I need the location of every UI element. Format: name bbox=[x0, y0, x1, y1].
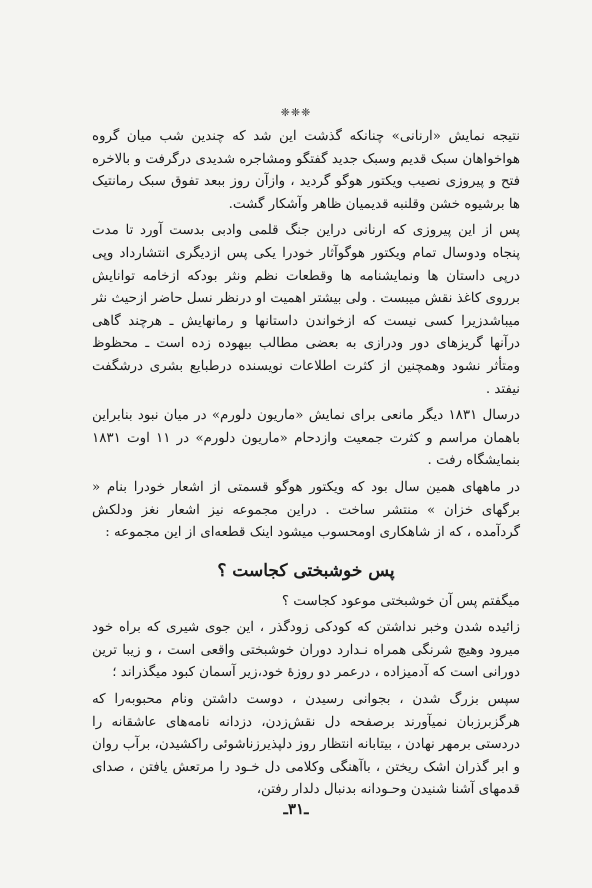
paragraph: میگفتم پس آن خوشبختی موعود کجاست ؟ bbox=[281, 593, 520, 609]
ornament-divider: ❈❈❈ bbox=[280, 106, 312, 119]
paragraph: درسال ۱۸۳۱ دیگر مانعی برای نمایش «ماریون دلورم» در میان نبود بنابراین باهمان مراسم و کثرت جمعیت وازدحام «ماریون دلورم» در ۱۱ اوت ۱۸۳۱ بنمایشگاه رفت . bbox=[92, 408, 520, 469]
paragraph: زائیده شدن وخبر نداشتن که کودکی زودگذر ، این جوی شیری که براه خود میرود وهیچ شرنگی همراه نـدارد دوران خوشبختی واقعی است ، و زیبا ترین دورانی است که آدمیزاده ، درعمر دو روزهٔ خود،زیر آسمان کبود میگذراند ؛ bbox=[92, 620, 520, 681]
paragraph: نتیجه نمایش «ارنانی» چنانکه گذشت این شد که چندین شب میان گروه هواخواهان سبک قدیم وسبک جدید گفتگو ومشاجره شدیدی درگرفت و بالاخره فتح و پیروزی نصیب ویکتور هوگو گردید ، وازآن روز ببعد تفوق سبک رمانتیک ها برشیوه خشن وقلنبه قدیمیان ظاهر وآشکار گشت. bbox=[92, 129, 520, 212]
paragraph: پس از این پیروزی که ارنانی دراین جنگ قلمی وادبی بدست آورد تا مدت پنجاه ودوسال تمام ویکتور هوگوآثار خودرا یکی پس ازدیگری انتشارداد وپی درپی داستان ها ونمایشنامه ها وقطعات نظم ونثر بودکه ازخامه توانایش برروی کاغذ نقش میبست . ولی بیشتر اهمیت او درنظر نسل حاضر ازحیث نثر میباشدزیرا کسی نیست که ازخواندن داستانها و رمانهایش ـ هرچند گاهی درآنها گریزهای دور ودرازی به بعضی مطالب بیهوده زده است ـ محظوظ ومتأثر نشود وهمچنین از کثرت اطلاعات نویسنده درطبایع بشری درشگفت نیفتد . bbox=[92, 223, 520, 397]
paragraph: در ماههای همین سال بود که ویکتور هوگو قسمتی از اشعار خودرا بنام « برگهای خزان » منتشر ساخت . دراین مجموعه نیز اشعار نغز ودلکش گردآمده ، که از شاهکاری اومحسوب میشود اینک قطعه‌ای از این مجموعه : bbox=[92, 479, 520, 541]
page-number: ـ۳۱ـ bbox=[283, 800, 309, 818]
page-body bbox=[92, 126, 520, 802]
poem-heading: پس خوشبختی کجاست ؟ bbox=[217, 560, 395, 581]
paragraph: سپس بزرگ شدن ، بجوانی رسیدن ، دوست داشتن ونام محبوبه‌را که هرگزبرزبان نمیآورند برصفحه دل نقش‌زدن، دزدانه نامه‌های عاشقانه را دردستی برمهر نهادن ، بیتابانه انتظار روز دلپذیرزناشوئی راکشیدن، برآب روان و ابر گذران اشک ریختن ، باآهنگی وکلامی دل خـود را مرتعش یافتن ، صدای قدمهای آشنا شنیدن وحـودانه بدنبال دلدار رفتن، bbox=[92, 692, 520, 798]
